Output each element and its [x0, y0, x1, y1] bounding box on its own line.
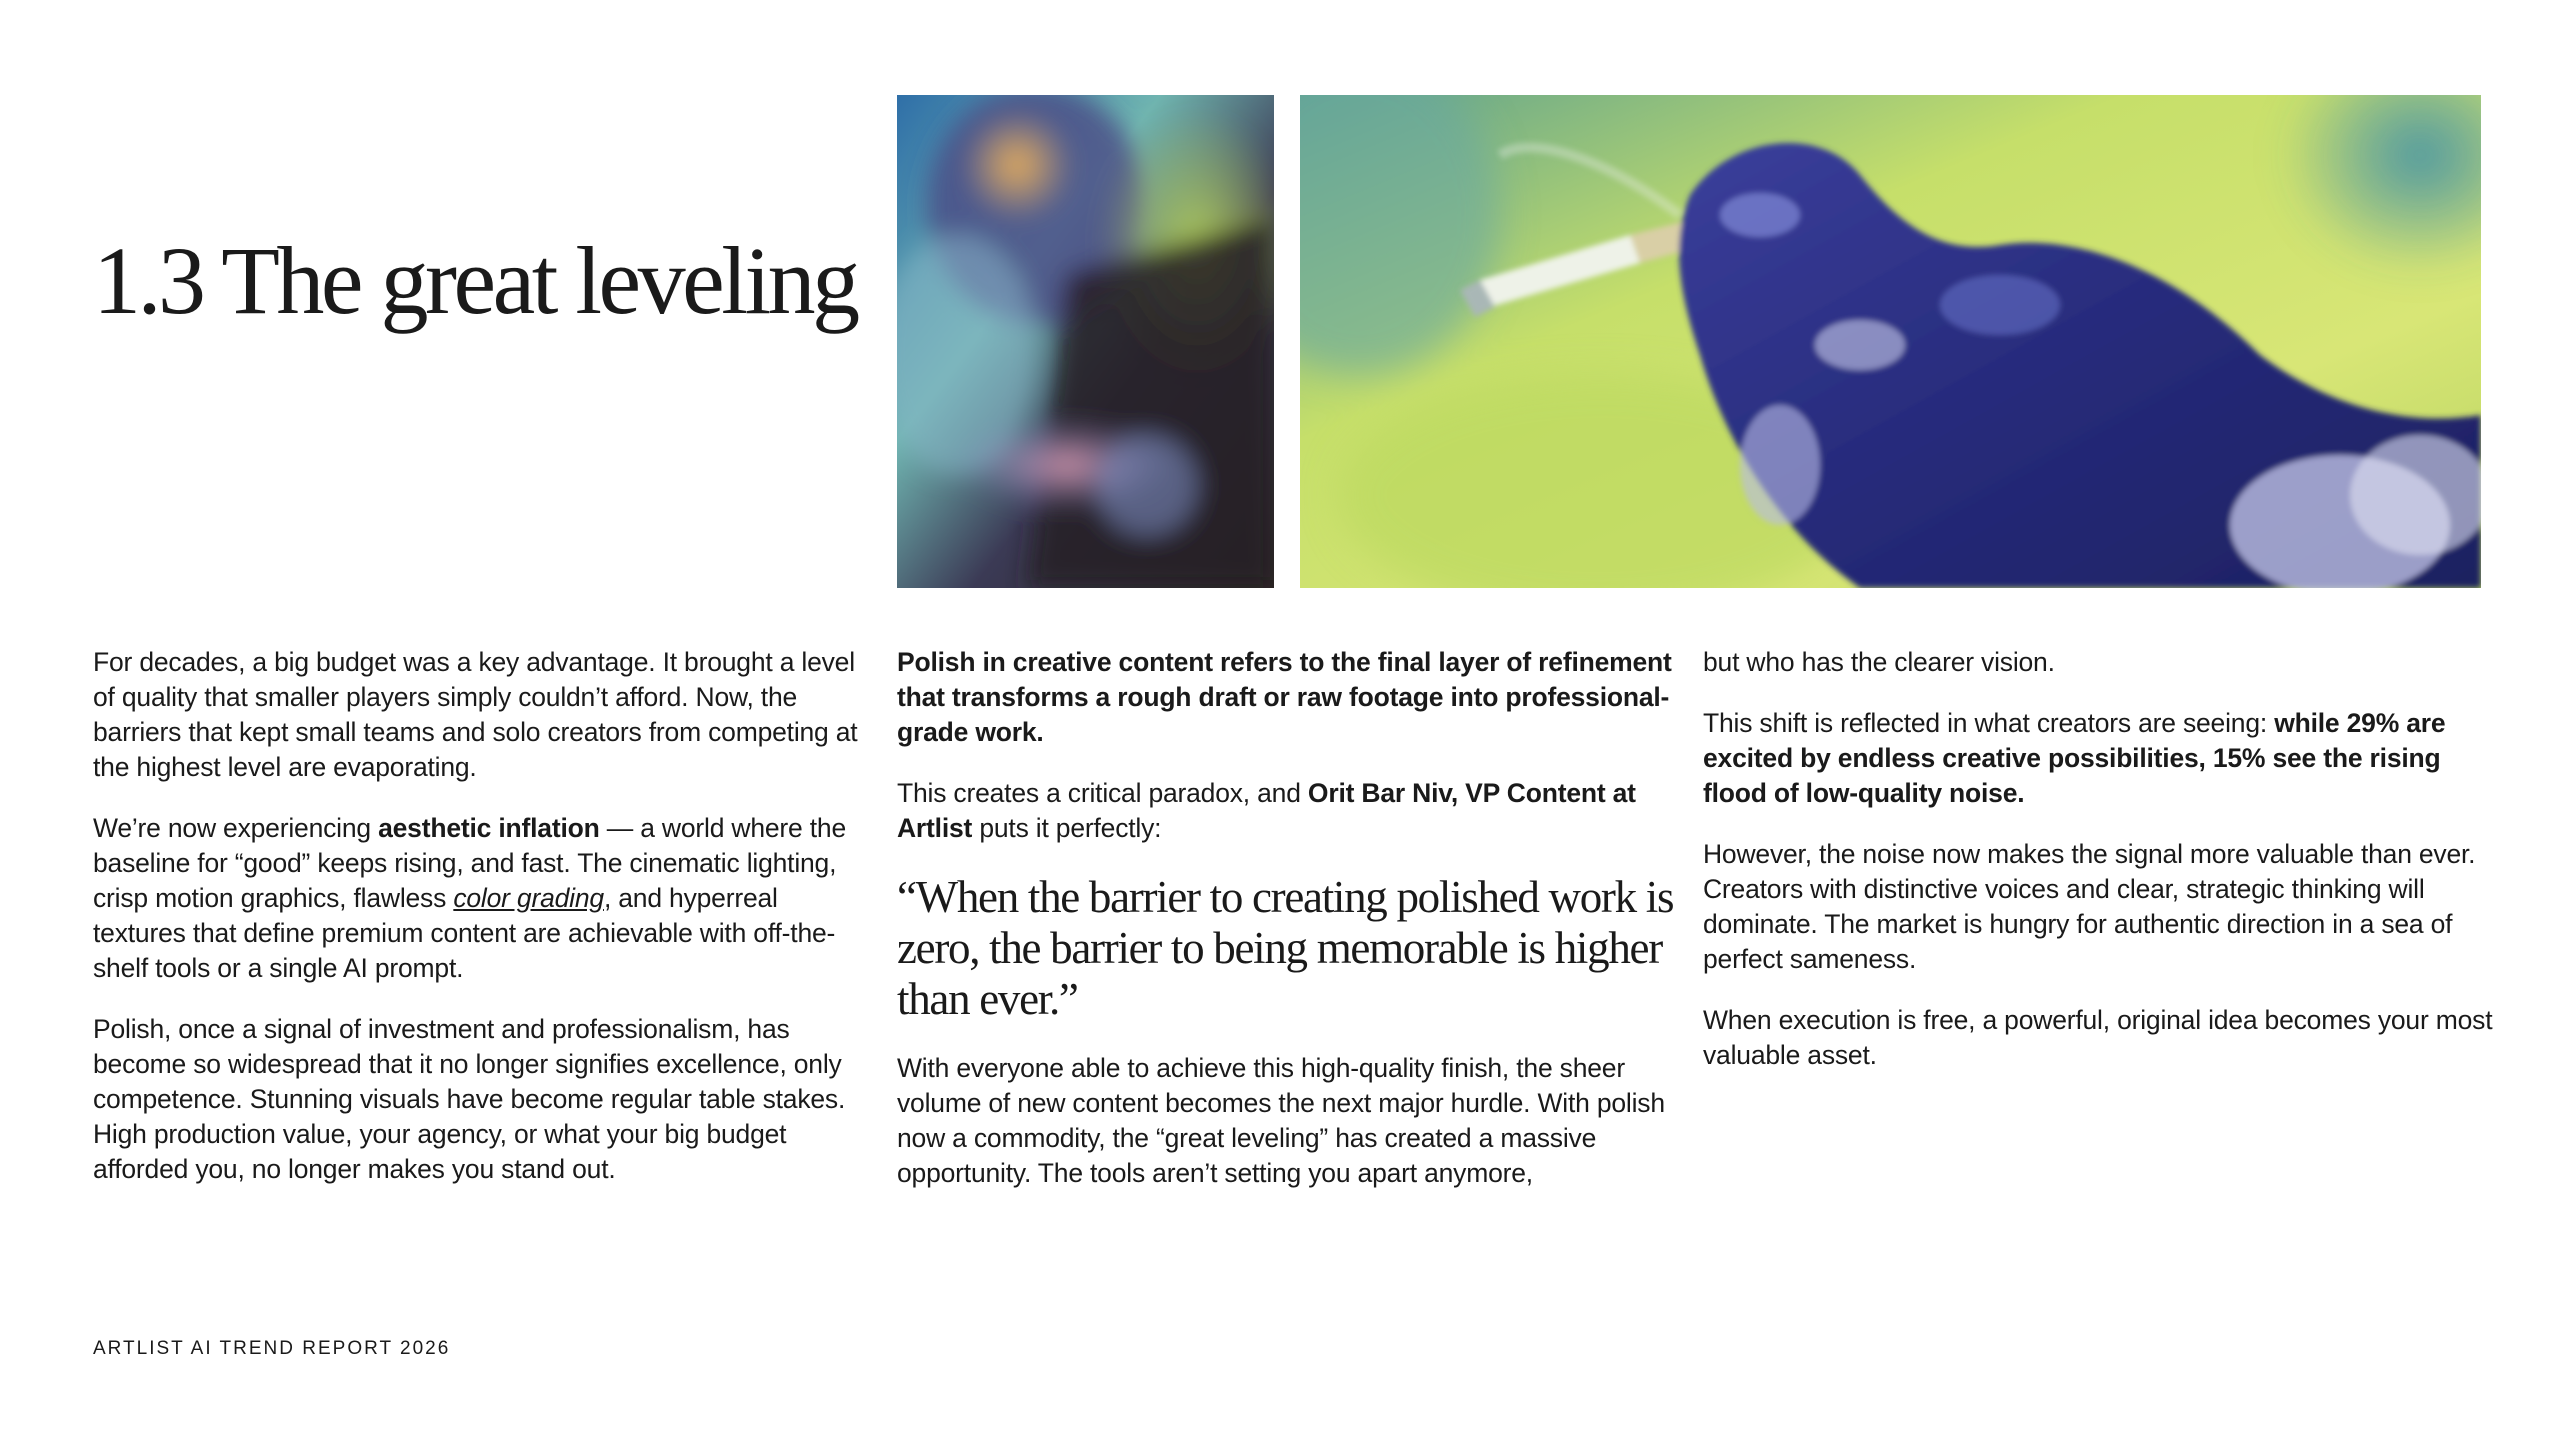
emphasis: aesthetic inflation [378, 813, 600, 843]
paragraph: When execution is free, a powerful, original idea becomes your most valuable asset. [1703, 1005, 2493, 1070]
pull-quote: “When the barrier to creating polished work is zero, the barrier to being memorable is higher than ever.” [897, 872, 1674, 1024]
report-footer: ARTLIST AI TREND REPORT 2026 [93, 1338, 451, 1359]
paragraph: but who has the clearer vision. [1703, 647, 2055, 677]
paragraph: This shift is reflected in what creators are seeing: while 29% are excited by endless creative possibilities, 15% see the rising flood of low-quality noise. [1703, 708, 2446, 808]
column-3 [1703, 645, 2493, 1099]
emphasis: while 29% are excited by endless creative possibilities, 15% see the rising flood of low-quality noise. [1703, 708, 2446, 808]
page-title: 1.3 The great leveling [93, 227, 857, 334]
color-grading-link[interactable]: color grading [453, 883, 604, 913]
definition-paragraph: Polish in creative content refers to the final layer of refinement that transforms a rough draft or raw footage into professional-grade work. [897, 647, 1672, 747]
paragraph: Polish, once a signal of investment and professionalism, has become so widespread that it no longer signifies excellence, only competence. Stunning visuals have become regular table stakes. High production value, your agency, or what your big budget afforded you, no longer makes you stand out. [93, 1014, 846, 1184]
column-1 [93, 645, 863, 1213]
paragraph: With everyone able to achieve this high-quality finish, the sheer volume of new content becomes the next major hurdle. With polish now a commodity, the “great leveling” has created a massive opportunity. The tools aren’t setting you apart anymore, [897, 1053, 1665, 1188]
paragraph: However, the noise now makes the signal more valuable than ever. Creators with distinctive voices and clear, strategic thinking will dominate. The market is hungry for authentic direction in a sea of perfect sameness. [1703, 839, 2476, 974]
column-2 [897, 645, 1687, 1217]
paragraph: This creates a critical paradox, and Orit Bar Niv, VP Content at Artlist puts it perfectly: [897, 778, 1636, 843]
paragraph: For decades, a big budget was a key advantage. It brought a level of quality that smaller players simply couldn’t afford. Now, the barriers that kept small teams and solo creators from competing at the highest level are evaporating. [93, 647, 858, 782]
gloved-hand-cigarette-photo [1300, 95, 2481, 588]
paragraph: We’re now experiencing aesthetic inflation — a world where the baseline for “good” keeps rising, and fast. The cinematic lighting, crisp motion graphics, flawless color grading, and hyperreal textures that define premium content are achievable with off-the-shelf tools or a single AI prompt. [93, 813, 846, 983]
blurred-figure-photo [897, 95, 1274, 588]
emphasis: Orit Bar Niv, VP Content at Artlist [897, 778, 1636, 843]
